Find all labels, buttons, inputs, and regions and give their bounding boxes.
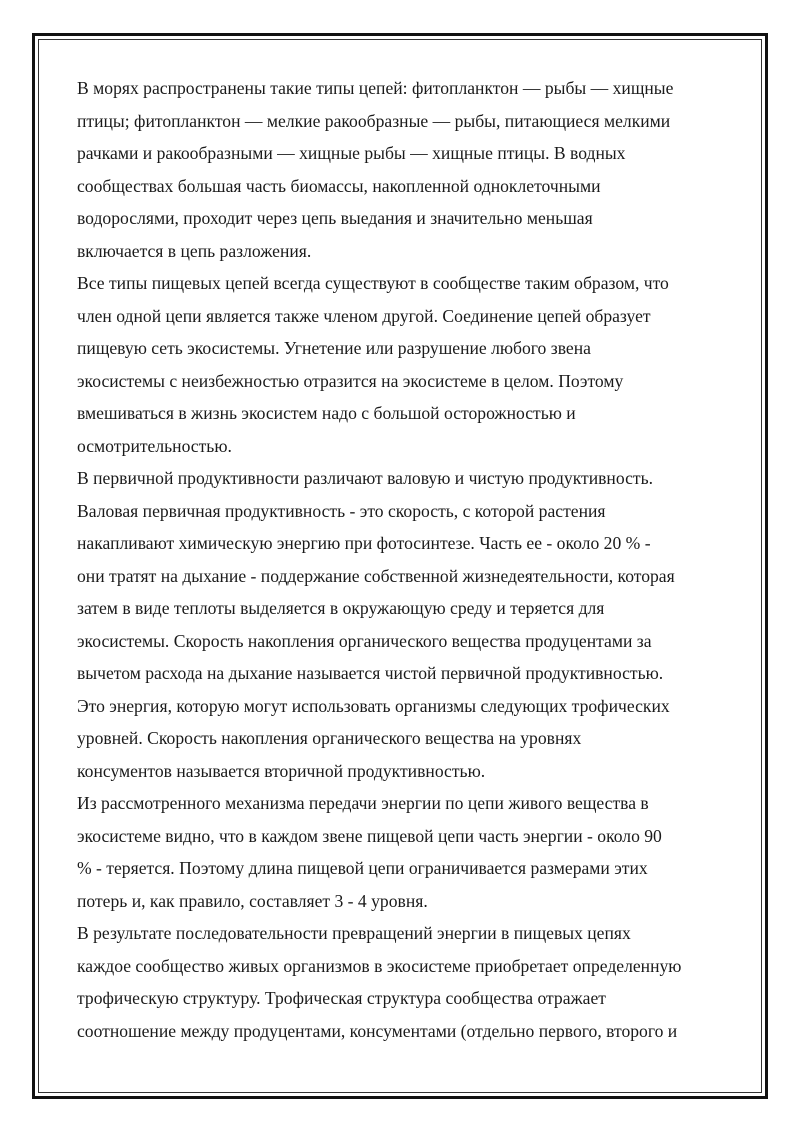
text-line: вычетом расхода на дыхание называется чистой первичной продуктивностью. — [77, 663, 664, 683]
text-line: птицы; фитопланктон — мелкие ракообразные — рыбы, питающиеся мелкими — [77, 110, 671, 131]
text-line: Все типы пищевых цепей всегда существуют в сообществе таким образом, что — [77, 273, 669, 293]
text-line: В морях распространены такие типы цепей: фитопланктон — рыбы — хищные — [77, 78, 674, 98]
text-line: уровней. Скорость накопления органического вещества на уровнях — [77, 728, 582, 748]
text-line: затем в виде теплоты выделяется в окружающую среду и теряется для — [77, 598, 605, 618]
text-line: рачками и ракообразными — хищные рыбы — хищные птицы. В водных — [77, 143, 626, 163]
text-line: осмотрительностью. — [77, 435, 232, 456]
text-line: водорослями, проходит через цепь выедания и значительно меньшая — [77, 208, 593, 228]
text-line: сообществах большая часть биомассы, накопленной одноклеточными — [77, 175, 601, 196]
text-line: вмешиваться в жизнь экосистем надо с большой осторожностью и — [77, 403, 576, 423]
document-body — [77, 72, 737, 1047]
text-line: экосистемы. Скорость накопления органического вещества продуцентами за — [77, 630, 652, 651]
text-line: консументов называется вторичной продуктивностью. — [77, 760, 486, 781]
text-line: экосистеме видно, что в каждом звене пищевой цепи часть энергии - около 90 — [77, 825, 662, 846]
text-line: включается в цепь разложения. — [77, 240, 312, 261]
text-line: пищевую сеть экосистемы. Угнетение или разрушение любого звена — [77, 338, 591, 358]
text-line: член одной цепи является также членом другой. Соединение цепей образует — [77, 305, 651, 326]
text-line: соотношение между продуцентами, консументами (отдельно первого, второго и — [77, 1020, 678, 1041]
text-line: Это энергия, которую могут использовать организмы следующих трофических — [77, 695, 670, 716]
text-line: Из рассмотренного механизма передачи энергии по цепи живого вещества в — [77, 793, 649, 813]
text-line: трофическую структуру. Трофическая структура сообщества отражает — [77, 988, 606, 1008]
text-line: каждое сообщество живых организмов в экосистеме приобретает определенную — [77, 955, 682, 976]
text-line: Валовая первичная продуктивность - это скорость, с которой растения — [77, 500, 606, 521]
text-line: потерь и, как правило, составляет 3 - 4 уровня. — [77, 890, 428, 911]
text-line: % - теряется. Поэтому длина пищевой цепи ограничивается размерами этих — [77, 858, 648, 878]
text-line: накапливают химическую энергию при фотосинтезе. Часть ее - около 20 % - — [77, 533, 651, 553]
text-line: экосистемы с неизбежностью отразится на экосистеме в целом. Поэтому — [77, 370, 624, 391]
text-line: В результате последовательности превращений энергии в пищевых цепях — [77, 923, 631, 943]
text-line: В первичной продуктивности различают валовую и чистую продуктивность. — [77, 468, 653, 488]
text-line: они тратят на дыхание - поддержание собственной жизнедеятельности, которая — [77, 565, 675, 586]
